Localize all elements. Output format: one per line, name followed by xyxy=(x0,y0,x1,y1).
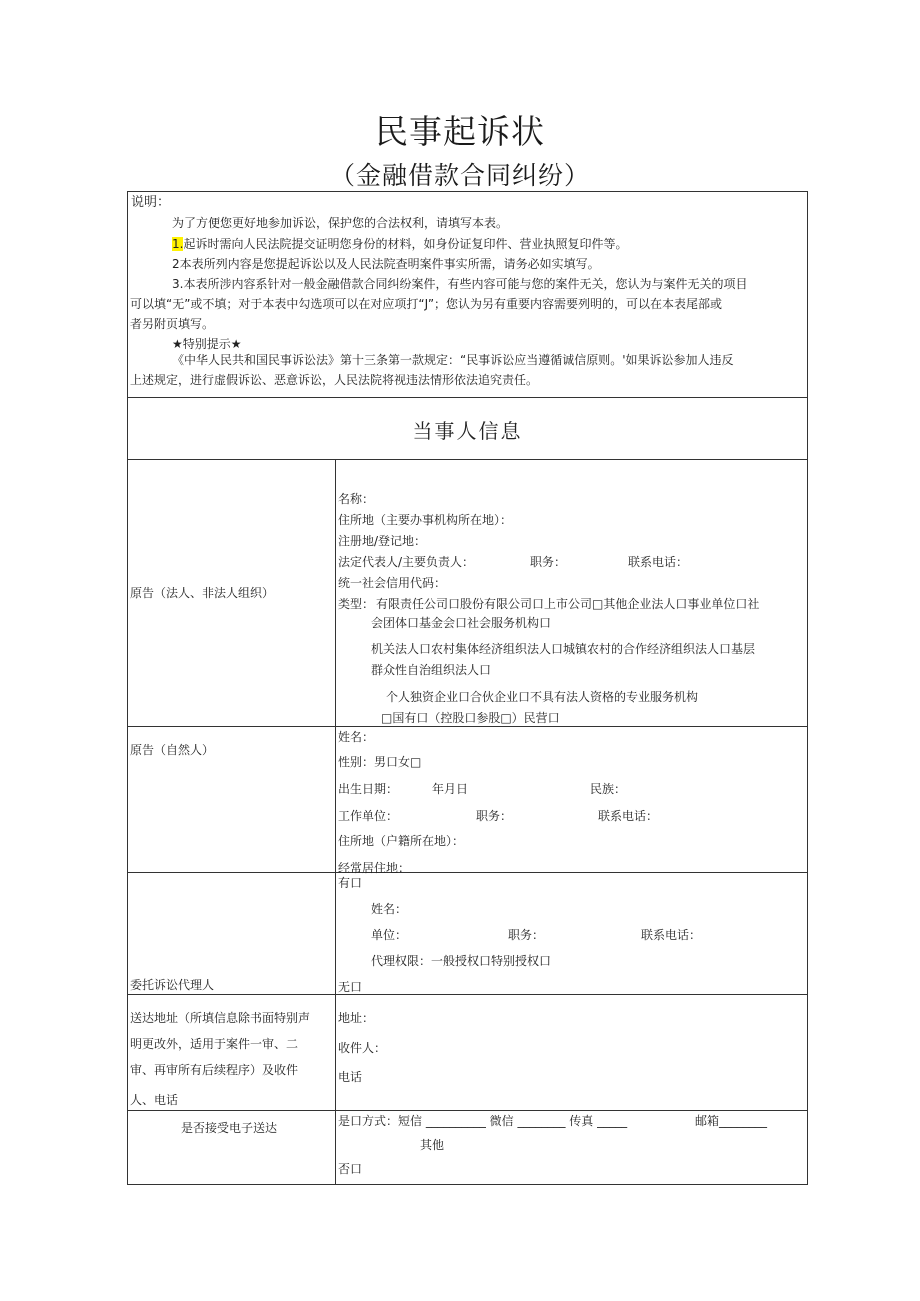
instruction-p2-number: 1. xyxy=(172,237,184,251)
plaintiff-org-label: 原告（法人、非法人组织） xyxy=(130,586,275,600)
e-service-yes-row[interactable]: 是口方式：短信 __________ 微信 ________ 传真 _____ xyxy=(338,1114,628,1128)
org-rep-phone-field[interactable]: 联系电话： xyxy=(628,555,689,569)
agent-yes-checkbox[interactable]: 有口 xyxy=(338,876,363,890)
agent-no-checkbox[interactable]: 无口 xyxy=(338,980,363,994)
instruction-p4a: 3.本表所涉内容系针对一般金融借款合同纠纷案件，有些内容可能与您的案件无关，您认为与案件无关的项目 xyxy=(172,277,748,291)
row-divider xyxy=(127,994,808,995)
person-name-field[interactable]: 姓名： xyxy=(338,730,375,744)
instruction-p3: 2本表所列内容是您提起诉讼以及人民法院查明案件事实所需，请务必如实填写。 xyxy=(172,257,600,271)
service-address-label-3: 审、再审所有后续程序）及收件 xyxy=(130,1063,299,1077)
parties-section-title: 当事人信息 xyxy=(412,419,523,443)
instruction-p2 xyxy=(172,236,627,252)
instruction-p4b: 可以填“无”或不填；对于本表中勾选项可以在对应项打“J”；您认为另有重要内容需要列明的，可以在本表尾部或 xyxy=(130,297,723,311)
org-type-options-2[interactable]: 会团体口基金会口社会服务机构口 xyxy=(371,616,552,630)
person-phone-field[interactable]: 联系电话： xyxy=(598,809,659,823)
person-work-field[interactable]: 工作单位： xyxy=(338,809,399,823)
row-divider xyxy=(127,872,808,873)
person-post-field[interactable]: 职务： xyxy=(476,809,513,823)
org-type-options-6[interactable]: □国有口（控股口参股□）民营口 xyxy=(381,711,560,725)
notice-text-a: 《中华人民共和国民事诉讼法》第十三条第一款规定：“民事诉讼应当遵循诚信原则。'如果诉讼参加人违反 xyxy=(172,353,734,367)
e-service-label: 是否接受电子送达 xyxy=(181,1121,278,1135)
instruction-p2-text: 起诉时需向人民法院提交证明您身份的材料，如身份证复印件、营业执照复印件等。 xyxy=(183,237,628,251)
agent-name-field[interactable]: 姓名： xyxy=(371,902,408,916)
e-service-other-field[interactable]: 其他 xyxy=(420,1138,445,1152)
service-address-field[interactable]: 地址： xyxy=(338,1011,375,1025)
org-type-options-5[interactable]: 个人独资企业口合伙企业口不具有法人资格的专业服务机构 xyxy=(386,690,699,704)
org-name-field[interactable]: 名称： xyxy=(338,492,375,506)
person-gender-field[interactable]: 性别：男口女□ xyxy=(338,755,422,769)
e-service-email-field[interactable]: 邮箱________ xyxy=(695,1114,768,1128)
person-birth-field[interactable]: 出生日期： xyxy=(338,782,399,796)
person-ethnic-field[interactable]: 民族： xyxy=(590,782,627,796)
document-subtitle: （金融借款合同纠纷） xyxy=(329,161,590,190)
person-domicile-field[interactable]: 住所地（户籍所在地）： xyxy=(338,834,465,848)
instructions-label: 说明： xyxy=(131,195,171,210)
row-divider xyxy=(127,459,808,460)
row-divider xyxy=(127,397,808,398)
row-divider xyxy=(127,1110,808,1111)
org-domicile-field[interactable]: 住所地（主要办事机构所在地）： xyxy=(338,513,513,527)
agent-post-field[interactable]: 职务： xyxy=(508,928,545,942)
service-phone-field[interactable]: 电话 xyxy=(338,1070,363,1084)
org-rep-post-field[interactable]: 职务： xyxy=(530,555,567,569)
org-rep-field[interactable]: 法定代表人/主要负责人： xyxy=(338,555,475,569)
agent-unit-field[interactable]: 单位： xyxy=(371,928,408,942)
agent-label: 委托诉讼代理人 xyxy=(130,978,215,992)
org-type-label: 类型： xyxy=(338,597,375,611)
service-address-label-1: 送达地址（所填信息除书面特别声 xyxy=(130,1011,311,1025)
instruction-p1: 为了方便您更好地参加诉讼，保护您的合法权利，请填写本表。 xyxy=(172,216,509,230)
row-divider xyxy=(127,726,808,727)
notice-text-b: 上述规定，进行虚假诉讼、恶意诉讼，人民法院将视违法情形依法追究责任。 xyxy=(130,373,539,387)
org-type-options-4[interactable]: 群众性自治组织法人口 xyxy=(371,663,492,677)
e-service-no-checkbox[interactable]: 否口 xyxy=(338,1162,363,1176)
org-registered-field[interactable]: 注册地/登记地： xyxy=(338,534,427,548)
notice-label: ★特别提示★ xyxy=(172,337,242,351)
org-type-options-3[interactable]: 机关法人口农村集体经济组织法人口城镇农村的合作经济组织法人口基层 xyxy=(371,642,756,656)
agent-authority-options[interactable]: 代理权限：一般授权口特别授权口 xyxy=(371,954,552,968)
org-credit-code-field[interactable]: 统一社会信用代码： xyxy=(338,576,447,590)
column-divider xyxy=(335,459,336,1185)
service-recipient-field[interactable]: 收件人： xyxy=(338,1041,387,1055)
plaintiff-person-label: 原告（自然人） xyxy=(130,743,215,757)
org-type-options-1[interactable]: 有限责任公司口股份有限公司口上市公司□其他企业法人口事业单位口社 xyxy=(376,597,760,611)
document-title: 民事起诉状 xyxy=(375,112,545,151)
person-birth-ymd[interactable]: 年月日 xyxy=(432,782,469,796)
service-address-label-4: 人、电话 xyxy=(130,1093,179,1107)
person-residence-field[interactable]: 经常居住地： xyxy=(338,861,411,875)
instruction-p4c: 者另附页填写。 xyxy=(130,317,215,331)
agent-phone-field[interactable]: 联系电话： xyxy=(641,928,702,942)
service-address-label-2: 明更改外，适用于案件一审、二 xyxy=(130,1037,299,1051)
